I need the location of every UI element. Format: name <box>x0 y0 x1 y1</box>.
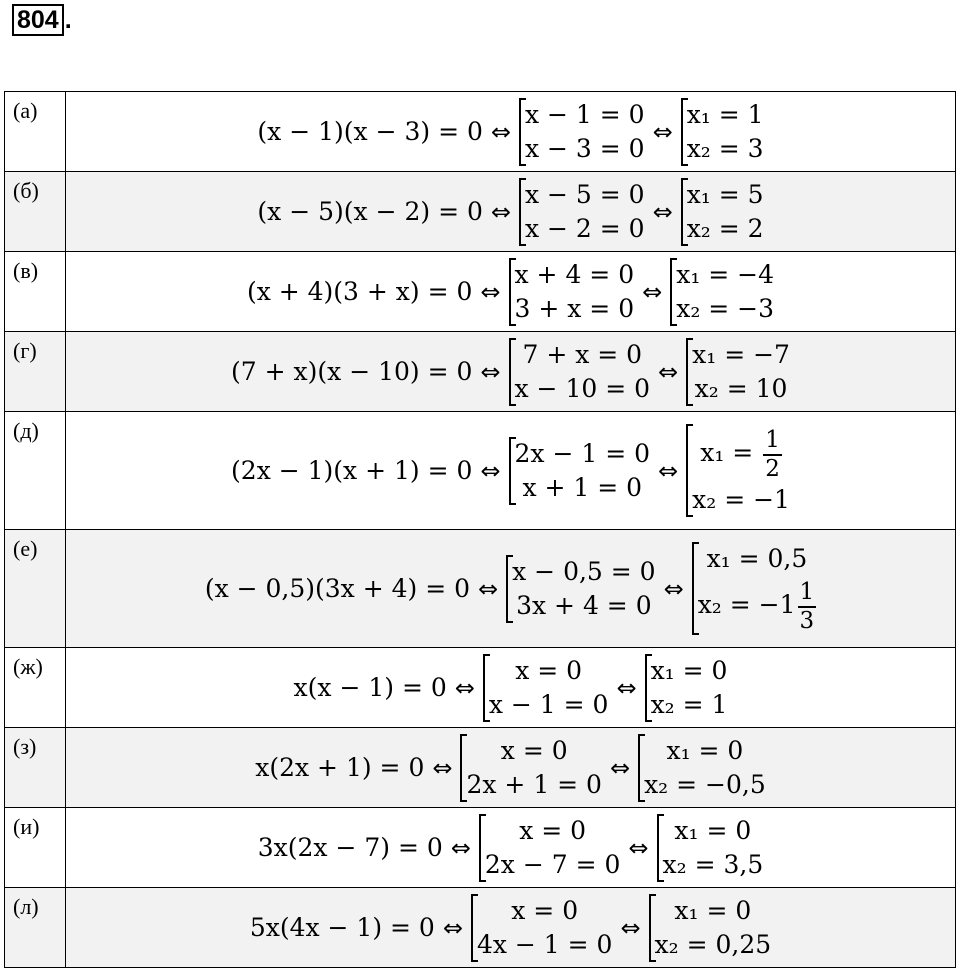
equivalence-sign: ⇔ <box>480 277 501 306</box>
row-label: (з) <box>5 728 66 808</box>
system-line: x − 1 = 0 <box>488 689 609 719</box>
fraction-denominator: 3 <box>799 607 815 634</box>
system-line <box>692 424 790 483</box>
system-line: x − 1 = 0 <box>524 99 645 129</box>
system-line: 2x − 7 = 0 <box>484 849 621 879</box>
equivalence-sign: ⇔ <box>628 833 649 862</box>
equations-table <box>4 91 956 968</box>
table-row <box>5 728 956 808</box>
equivalence-sign: ⇔ <box>480 357 501 386</box>
system-factors <box>509 258 635 326</box>
system-line: x₁ = 1 <box>686 99 764 129</box>
system-line: x₁ = −7 <box>692 339 790 369</box>
system-factors <box>506 555 655 623</box>
problem-number-suffix: . <box>64 5 72 34</box>
system-roots <box>686 338 790 406</box>
system-roots <box>692 542 816 635</box>
system-line: x₂ = 3,5 <box>662 849 764 879</box>
system-line: 3 + x = 0 <box>514 293 635 323</box>
root-prefix: x₁ = <box>700 438 762 468</box>
equivalence-sign: ⇔ <box>658 456 679 485</box>
equivalence-sign: ⇔ <box>454 673 475 702</box>
equivalence-sign: ⇔ <box>450 833 471 862</box>
system-line: 2x + 1 = 0 <box>466 769 602 799</box>
equation-lhs: (2x − 1)(x + 1) = 0 <box>231 456 473 485</box>
row-label: (д) <box>5 412 66 530</box>
equivalence-sign: ⇔ <box>478 574 499 603</box>
row-label: (в) <box>5 252 66 332</box>
row-expression <box>66 412 956 530</box>
fraction-numerator: 1 <box>798 579 817 608</box>
system-line: x₁ = 5 <box>686 179 764 209</box>
system-roots <box>681 178 764 246</box>
system-line: x − 3 = 0 <box>524 133 645 163</box>
row-expression <box>66 808 956 888</box>
fraction <box>763 427 782 483</box>
equation <box>257 178 763 246</box>
equation <box>231 338 790 406</box>
row-expression <box>66 648 956 728</box>
table-row <box>5 172 956 252</box>
system-line: x₂ = −0,5 <box>644 769 766 799</box>
root-prefix: x₂ = −1 <box>697 590 796 620</box>
equivalence-sign: ⇔ <box>652 117 673 146</box>
equation <box>250 894 771 962</box>
fraction-numerator: 1 <box>763 427 782 456</box>
equation-lhs: (x − 1)(x − 3) = 0 <box>257 117 483 146</box>
system-line: x − 5 = 0 <box>524 179 645 209</box>
equation <box>257 98 763 166</box>
problem-number-box: 804 <box>12 4 64 36</box>
system-line: x = 0 <box>519 815 587 845</box>
system-line: 7 + x = 0 <box>522 339 643 369</box>
equation <box>294 654 728 722</box>
system-roots <box>638 734 766 802</box>
row-expression <box>66 92 956 172</box>
system-line: x = 0 <box>515 655 583 685</box>
system-roots <box>670 258 774 326</box>
equivalence-sign: ⇔ <box>490 117 511 146</box>
system-roots <box>681 98 764 166</box>
row-label: (г) <box>5 332 66 412</box>
equation <box>258 814 763 882</box>
fraction-denominator: 2 <box>765 455 780 482</box>
row-expression <box>66 332 956 412</box>
system-factors <box>479 814 621 882</box>
row-expression <box>66 252 956 332</box>
system-line: x₂ = −1 <box>692 484 790 514</box>
equation <box>231 424 790 517</box>
row-label: (а) <box>5 92 66 172</box>
equivalence-sign: ⇔ <box>652 197 673 226</box>
system-line: x₁ = 0 <box>674 815 752 845</box>
equivalence-sign: ⇔ <box>663 574 684 603</box>
system-line: x₁ = −4 <box>676 259 775 289</box>
table-row <box>5 808 956 888</box>
system-line <box>698 576 816 635</box>
system-factors <box>509 437 651 505</box>
system-roots <box>649 894 772 962</box>
problem-number <box>12 5 72 35</box>
system-line: x₁ = 0 <box>666 735 744 765</box>
row-label: (е) <box>5 530 66 648</box>
table-row <box>5 92 956 172</box>
equivalence-sign: ⇔ <box>432 753 453 782</box>
system-line: x + 4 = 0 <box>514 259 635 289</box>
system-line: x₂ = 1 <box>650 689 728 719</box>
system-roots <box>686 424 790 517</box>
row-expression <box>66 172 956 252</box>
equation <box>255 734 766 802</box>
system-line: x − 10 = 0 <box>514 373 651 403</box>
row-expression <box>66 728 956 808</box>
equivalence-sign: ⇔ <box>490 197 511 226</box>
equation <box>247 258 774 326</box>
equivalence-sign: ⇔ <box>642 277 663 306</box>
system-line: x₁ = 0,5 <box>706 544 808 574</box>
system-factors <box>460 734 602 802</box>
table-row <box>5 332 956 412</box>
system-factors <box>519 98 645 166</box>
system-line: 2x − 1 = 0 <box>514 438 651 468</box>
equation-lhs: x(x − 1) = 0 <box>293 673 447 702</box>
system-roots <box>645 654 728 722</box>
system-line: x = 0 <box>500 735 568 765</box>
equivalence-sign: ⇔ <box>658 357 679 386</box>
system-factors <box>471 894 613 962</box>
fraction <box>798 579 817 635</box>
system-line: 3x + 4 = 0 <box>516 590 652 620</box>
row-label: (и) <box>5 808 66 888</box>
system-factors <box>519 178 645 246</box>
equivalence-sign: ⇔ <box>442 913 463 942</box>
row-label: (б) <box>5 172 66 252</box>
system-line: x₂ = 10 <box>694 373 788 403</box>
system-line: x = 0 <box>511 895 579 925</box>
system-line: x₂ = −3 <box>676 293 775 323</box>
system-line: x − 0,5 = 0 <box>512 556 656 586</box>
equation <box>205 542 816 635</box>
equivalence-sign: ⇔ <box>609 753 631 782</box>
system-line: 4x − 1 = 0 <box>476 929 613 959</box>
system-line: x₁ = 0 <box>674 895 752 925</box>
table-row <box>5 252 956 332</box>
system-factors <box>509 338 651 406</box>
equivalence-sign: ⇔ <box>620 913 641 942</box>
row-label: (ж) <box>5 648 66 728</box>
table-row <box>5 530 956 648</box>
system-roots <box>657 814 764 882</box>
system-line: x₂ = 2 <box>686 213 764 243</box>
equation-lhs: (x − 0,5)(3x + 4) = 0 <box>204 574 471 603</box>
table-row <box>5 888 956 968</box>
system-line: x₂ = 3 <box>686 133 764 163</box>
equation-lhs: (x − 5)(x − 2) = 0 <box>257 197 483 226</box>
system-line: x − 2 = 0 <box>524 213 645 243</box>
row-label: (л) <box>5 888 66 968</box>
system-line: x₂ = 0,25 <box>654 929 772 959</box>
row-expression <box>66 888 956 968</box>
table-row <box>5 648 956 728</box>
equivalence-sign: ⇔ <box>616 673 637 702</box>
system-line: x₁ = 0 <box>650 655 728 685</box>
equation-lhs: x(2x + 1) = 0 <box>255 753 425 782</box>
system-factors <box>483 654 609 722</box>
table-row <box>5 412 956 530</box>
equation-lhs: 3x(2x − 7) = 0 <box>257 833 443 862</box>
equation-lhs: (7 + x)(x − 10) = 0 <box>231 357 473 386</box>
equation-lhs: 5x(4x − 1) = 0 <box>249 913 435 942</box>
system-line: x + 1 = 0 <box>522 472 643 502</box>
row-expression <box>66 530 956 648</box>
equation-lhs: (x + 4)(3 + x) = 0 <box>246 277 473 306</box>
equivalence-sign: ⇔ <box>480 456 501 485</box>
